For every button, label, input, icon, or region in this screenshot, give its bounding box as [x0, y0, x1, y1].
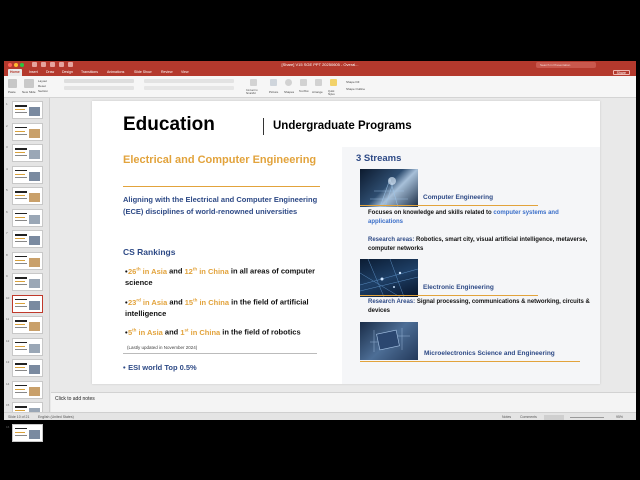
view-buttons[interactable]: [544, 415, 564, 420]
picture-icon[interactable]: [270, 79, 277, 86]
slide-thumbnail[interactable]: [12, 187, 43, 205]
shape-fill-button[interactable]: Shape Fill: [346, 80, 360, 84]
share-button[interactable]: Share: [613, 70, 630, 75]
stream2-underline: [360, 295, 538, 296]
thumbnail-number: 15: [6, 403, 10, 407]
tab-draw[interactable]: Draw: [46, 70, 55, 74]
tab-review[interactable]: Review: [161, 70, 173, 74]
rankings-separator: [123, 353, 317, 354]
thumbnail-number: 10: [6, 295, 10, 300]
thumbnail-number: 4: [6, 166, 8, 171]
title-bar: [4, 61, 636, 69]
slide-thumbnail[interactable]: [12, 230, 43, 248]
intro-text[interactable]: Aligning with the Electrical and Computer Engineering (ECE) disciplines of world-renowned universities: [123, 195, 318, 216]
notes-pane[interactable]: [51, 392, 636, 412]
slide-title[interactable]: Education: [123, 114, 215, 135]
thumbnail-number: 3: [6, 145, 8, 149]
streams-heading[interactable]: 3 Streams: [356, 153, 402, 164]
new-slide-label: New Slide: [22, 90, 36, 94]
paste-icon[interactable]: [8, 79, 17, 88]
thumbnail-number: 5: [6, 188, 8, 192]
slide-thumbnail[interactable]: [12, 359, 43, 377]
thumbnail-number: 12: [6, 338, 10, 343]
title-divider: [263, 118, 264, 135]
slide-thumbnail[interactable]: [12, 424, 43, 442]
text-box-icon[interactable]: [300, 79, 307, 86]
slide-thumbnail[interactable]: [12, 123, 43, 141]
reset-button[interactable]: Reset: [38, 84, 46, 88]
thumbnail-number: 1: [6, 102, 8, 106]
font-format-controls[interactable]: [64, 86, 134, 90]
slide-thumbnail[interactable]: [12, 381, 43, 399]
slide-canvas[interactable]: [92, 101, 600, 384]
slide-thumbnail[interactable]: [12, 338, 43, 356]
slide-thumbnail[interactable]: [12, 316, 43, 334]
shapes-label: Shapes: [284, 90, 295, 94]
text-box-label: Text Box: [299, 90, 309, 93]
stream1-underline: [360, 205, 538, 206]
picture-label: Picture: [269, 90, 279, 94]
notes-placeholder[interactable]: Click to add notes: [55, 396, 95, 402]
thumbnail-number: 8: [6, 252, 8, 257]
quick-styles-label: Quick Styles: [328, 90, 335, 96]
stream1-research-areas[interactable]: Research areas: Robotics, smart city, visual artificial intelligence, metaverse, computer networks: [368, 237, 588, 252]
tab-animations[interactable]: Animations: [107, 70, 125, 74]
rankings-updated-note[interactable]: (Lastly updated in November 2024): [127, 345, 198, 350]
thumbnail-number: 13: [6, 360, 10, 364]
paste-label: Paste: [8, 90, 16, 94]
smartart-icon[interactable]: [250, 79, 257, 86]
thumbnail-number: 6: [6, 209, 8, 214]
stream2-research-areas[interactable]: Research Areas: Signal processing, communications & networking, circuits & devices: [368, 299, 590, 314]
slide-thumbnail[interactable]: [12, 209, 43, 227]
slide-thumbnail[interactable]: [12, 252, 43, 270]
department-heading[interactable]: Electrical and Computer Engineering: [123, 154, 317, 166]
window-title: [Share] V15 SGE PPT 20250605 - Overal...: [281, 62, 359, 67]
notes-toggle[interactable]: Notes: [502, 415, 512, 419]
convert-smartart-label: Convert to SmartArt: [246, 89, 258, 95]
stream-microelectronics[interactable]: Microelectronics Science and Engineering: [424, 350, 555, 357]
slide-thumbnail[interactable]: [12, 166, 43, 184]
tab-home[interactable]: Home: [10, 70, 20, 74]
department-underline: [123, 186, 320, 187]
tab-insert[interactable]: Insert: [29, 70, 38, 74]
zoom-level[interactable]: 95%: [616, 415, 624, 419]
computer-engineering-image[interactable]: [360, 169, 418, 207]
tab-view[interactable]: View: [181, 70, 189, 74]
thumbnail-number: 2: [6, 123, 8, 128]
slide-thumbnail[interactable]: [12, 101, 43, 119]
language-indicator[interactable]: English (United States): [38, 415, 74, 419]
slide-counter: Slide 10 of 21: [8, 415, 30, 419]
microelectronics-image[interactable]: [360, 322, 418, 360]
slide-thumbnail[interactable]: [12, 273, 43, 291]
ribbon-toolbar: [4, 76, 636, 98]
thumbnail-number: 7: [6, 231, 8, 235]
stream-electronic-engineering[interactable]: Electronic Engineering: [423, 284, 494, 291]
paragraph-controls[interactable]: [144, 79, 234, 83]
stream1-description[interactable]: Focuses on knowledge and skills related to computer systems and applications: [368, 210, 559, 225]
font-name-field[interactable]: [64, 79, 134, 83]
esi-ranking[interactable]: • ESI world Top 0.5%: [123, 363, 197, 372]
arrange-icon[interactable]: [315, 79, 322, 86]
thumbnail-number: 9: [6, 274, 8, 278]
ranking-item-2[interactable]: •23rd in Asia and 15th in China in the field of artificial intelligence: [125, 297, 309, 318]
thumbnail-number: 16: [6, 424, 10, 429]
alignment-controls[interactable]: [144, 86, 234, 90]
tab-design[interactable]: Design: [62, 70, 73, 74]
new-slide-icon[interactable]: [24, 79, 34, 88]
powerpoint-window: [4, 61, 636, 429]
shape-outline-button[interactable]: Shape Outline: [346, 87, 366, 91]
ribbon-tabs: [4, 69, 636, 76]
layout-button[interactable]: Layout: [38, 79, 48, 83]
slide-thumbnail[interactable]: [12, 144, 43, 162]
zoom-slider[interactable]: [570, 417, 604, 418]
comments-toggle[interactable]: Comments: [520, 415, 537, 419]
thumbnail-number: 11: [6, 317, 10, 321]
section-button[interactable]: Section: [38, 89, 49, 93]
tab-slide-show[interactable]: Slide Show: [134, 70, 152, 74]
ranking-item-3[interactable]: •5th in Asia and 1st in China in the field of robotics: [125, 327, 301, 337]
rankings-heading[interactable]: CS Rankings: [123, 247, 176, 257]
tab-transitions[interactable]: Transitions: [81, 70, 98, 74]
stream-computer-engineering[interactable]: Computer Engineering: [423, 194, 494, 201]
electronic-engineering-image[interactable]: [360, 259, 418, 297]
slide-subtitle[interactable]: Undergraduate Programs: [273, 120, 412, 132]
shapes-icon[interactable]: [285, 79, 292, 86]
slide-thumbnail[interactable]: [12, 295, 43, 313]
status-bar: [4, 412, 636, 420]
ranking-item-1[interactable]: •26th in Asia and 12th in China in all areas of computer science: [125, 266, 316, 287]
thumbnail-number: 14: [6, 381, 10, 386]
slide-editor: [51, 98, 636, 392]
quick-styles-icon[interactable]: [330, 79, 337, 86]
arrange-label: Arrange: [312, 90, 323, 94]
search-input[interactable]: Search in Presentation: [536, 62, 596, 68]
stream3-underline: [360, 361, 580, 362]
